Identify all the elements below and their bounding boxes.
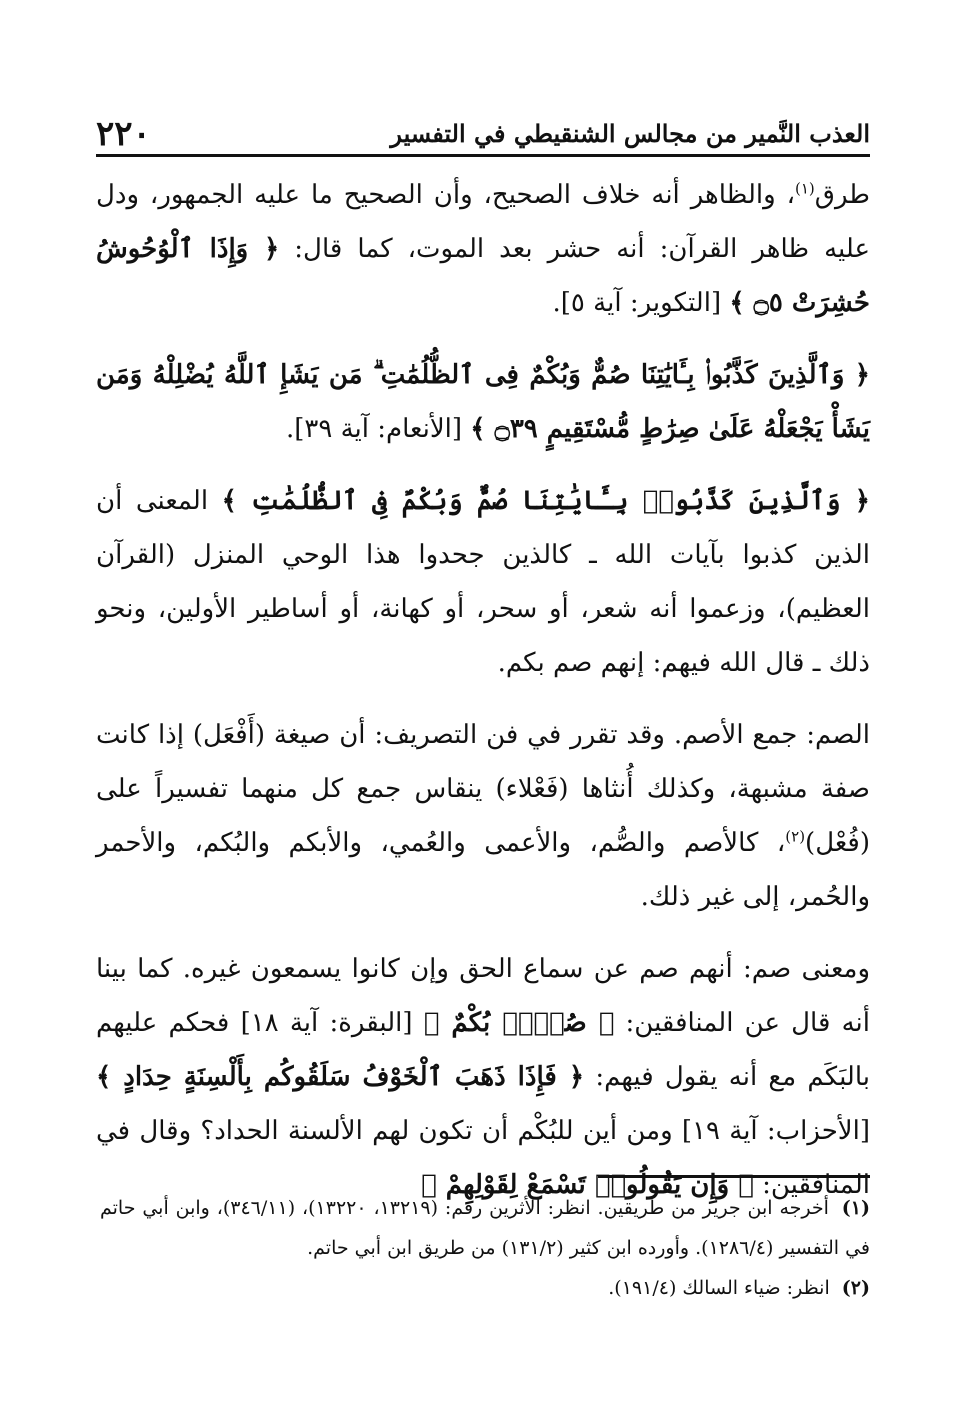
quran-verse: ﴿ وَإِذَا ٱلْوُحُوشُ حُشِرَتْ ۝٥ ﴾: [96, 234, 870, 318]
footnote-number: (٢): [841, 1277, 870, 1299]
paragraph-text: ، كالأصم والصُّم، والأعمى والعُمي، والأبكم والبُكم، والأحمر والحُمر، إلى غير ذلك.: [96, 828, 870, 912]
quran-verse: ﴿ وَٱلَّذِينَ كَذَّبُوا۟ بِـَٔايَٰتِنَا صُمٌّ وَبُكْمٌ فِى ٱلظُّلُمَٰتِ ۗ مَن يَشَإِ ٱللَّهُ يُضْلِلْهُ وَمَن يَشَأْ يَجْعَلْهُ عَلَىٰ صِرَٰطٍ مُّسْتَقِيمٍ ۝٣٩ ﴾: [96, 360, 870, 444]
page-number: ٢٢٠: [96, 114, 151, 154]
footnote-number: (١): [841, 1197, 871, 1219]
paragraph-text: ، والظاهر أنه خلاف الصحيح، وأن الصحيح ما عليه الجمهور، ودل عليه ظاهر القرآن: أنه حشر بعد الموت، كما قال:: [96, 180, 871, 264]
verse-reference: [الأحزاب: آية ١٩]: [681, 1116, 870, 1146]
paragraph-text: الصم: جمع الأصم. وقد تقرر في فن التصريف: أن صيغة (أَفْعَل) إذا كانت صفة مشبهة، وكذلك أُنثاها (فَعْلاء) ينقاس جمع كل منهما تفسيراً على (فُعْل): [96, 720, 870, 858]
quran-verse: ﴿ وَإِن يَقُولُوا۟ تَسْمَعْ لِقَوْلِهِمْ ﴾: [421, 1170, 754, 1200]
page-header: [96, 110, 870, 157]
footnote-marker: (٢): [785, 827, 806, 846]
footnote-text: أخرجه ابن جرير من طريقين. انظر: الأثرين رقم: (١٣٢١٩، ١٣٢٢٠)، (٣٤٦/١١)، وابن أبي حاتم في التفسير (١٢٨٦/٤). وأورده ابن كثير (١٣١/٢) من طريق ابن أبي حاتم.: [100, 1197, 870, 1259]
footnote: [100, 1188, 870, 1268]
footnote-text: انظر: ضياء السالك (١٩١/٤).: [608, 1277, 830, 1299]
paragraph: [96, 474, 870, 690]
verse-reference: [التكوير: آية ٥].: [552, 288, 722, 318]
paragraph-text: فحكم عليهم بالبَكَم مع أنه يقول فيهم:: [96, 1008, 871, 1092]
footnote: [100, 1268, 870, 1308]
quran-verse: ﴿ صُمٌّۢ بُكْمٌ ﴾: [423, 1008, 615, 1038]
footnote-marker: (١): [795, 179, 815, 198]
paragraph: [96, 168, 870, 330]
paragraph-text: ومعنى صم: أنهم صم عن سماع الحق وإن كانوا يسمعون غيره. كما بينا أنه قال عن المنافقين:: [96, 954, 871, 1038]
running-title: العذب النَّمير من مجالس الشنقيطي في التفسير: [390, 119, 870, 148]
quran-verse: ﴿ وَٱلَّذِينَ كَذَّبُوا۟ بِـَٔايَٰتِنَا صُمٌّ وَبُكْمٌ فِى ٱلظُّلُمَٰتِ ﴾: [221, 486, 871, 516]
verse-reference: [الأنعام: آية ٣٩].: [285, 414, 463, 444]
paragraph-text: المعنى أن الذين كذبوا بآيات الله ـ كالذين جحدوا هذا الوحي المنزل (القرآن العظيم)، وزعموا أنه شعر، أو سحر، أو كهانة، أو أساطير الأولين، ونحو ذلك ـ قال الله فيهم: إنهم صم بكم.: [96, 486, 870, 678]
paragraph: [96, 708, 870, 924]
quran-verse: ﴿ فَإِذَا ذَهَبَ ٱلْخَوْفُ سَلَقُوكُم بِأَلْسِنَةٍ حِدَادٍ ﴾: [96, 1062, 585, 1092]
paragraph: [96, 942, 870, 1212]
verse-reference: [البقرة: آية ١٨]: [240, 1008, 413, 1038]
paragraph-text: طرق: [814, 180, 870, 210]
footnote-separator: [598, 1175, 870, 1178]
footnotes: [100, 1188, 870, 1308]
main-text: [96, 168, 870, 1230]
paragraph-text: ومن أين للبُكْم أن تكون لهم الألسنة الحداد؟ وقال في المنافقين:: [96, 1116, 870, 1200]
paragraph: [96, 348, 870, 456]
